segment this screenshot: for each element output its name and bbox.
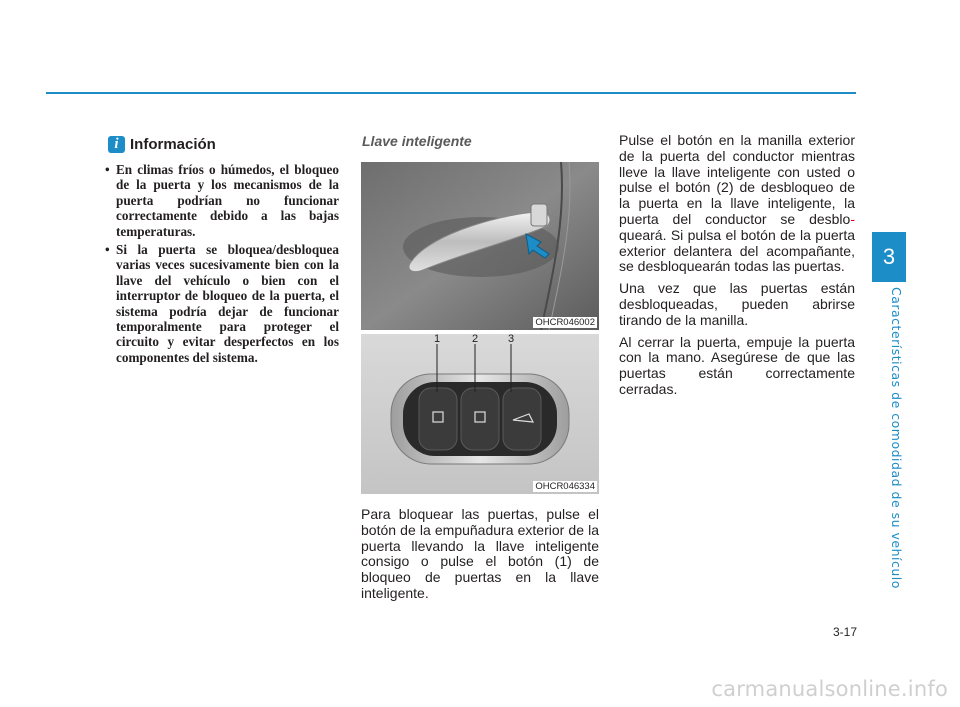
paragraph: Para bloquear las puertas, pulse el botón de la empuñadura exterior de la puerta llevando la llave inteligente consigo o pulse el botón (1) de bloqueo de puertas en la llave inteligente.	[361, 506, 599, 601]
figure-code: OHCR046334	[535, 481, 595, 492]
top-rule	[46, 92, 856, 94]
smart-key-figure	[361, 334, 599, 494]
callout-2: 2	[471, 334, 479, 345]
right-text	[619, 133, 855, 404]
info-icon: i	[108, 136, 125, 153]
chapter-title: Características de comodidad de su vehículo	[889, 287, 904, 589]
info-bullet: • En climas fríos o húmedos, el bloqueo de la puerta y los mecanismos de la puerta podrían no funcionar correctamente debido a las bajas temperaturas.	[105, 162, 339, 239]
paragraph: Una vez que las puertas están desbloqueadas, pueden abrirse tirando de la manilla.	[619, 280, 855, 328]
page-number: 3-17	[832, 625, 857, 639]
callout-1: 1	[433, 334, 441, 345]
section-title: Llave inteligente	[362, 133, 472, 149]
middle-text	[361, 507, 599, 608]
chapter-number: 3	[872, 232, 906, 282]
door-handle-figure	[361, 162, 599, 330]
info-title: Información	[130, 136, 216, 153]
figure-code: OHCR046002	[535, 317, 595, 328]
info-list	[105, 162, 339, 368]
hyphen: -	[850, 210, 855, 227]
callout-3: 3	[507, 334, 515, 345]
paragraph: Pulse el botón en la manilla exterior de la puerta del conductor mientras lleve la llave inteligente con usted o pulse el botón (2) de desbloqueo de la puerta en la llave inteligente, la puerta del conductor se desblo-queará. Si pulsa el botón de la puerta exterior delantera del acompañante, se desbloquearán todas las puertas.	[619, 132, 855, 275]
info-header	[108, 136, 216, 153]
paragraph: Al cerrar la puerta, empuje la puerta con la mano. Asegúrese de que las puertas están correctamente cerradas.	[619, 333, 855, 397]
watermark: carmanualsonline.info	[711, 677, 948, 701]
info-bullet: • Si la puerta se bloquea/desbloquea varias veces sucesivamente bien con la llave del vehículo o bien con el interruptor de bloqueo de la puerta, el sistema podría dejar de funcionar temporalmente para proteger el circuito y evitar desperfectos en los componentes del sistema.	[105, 242, 339, 365]
